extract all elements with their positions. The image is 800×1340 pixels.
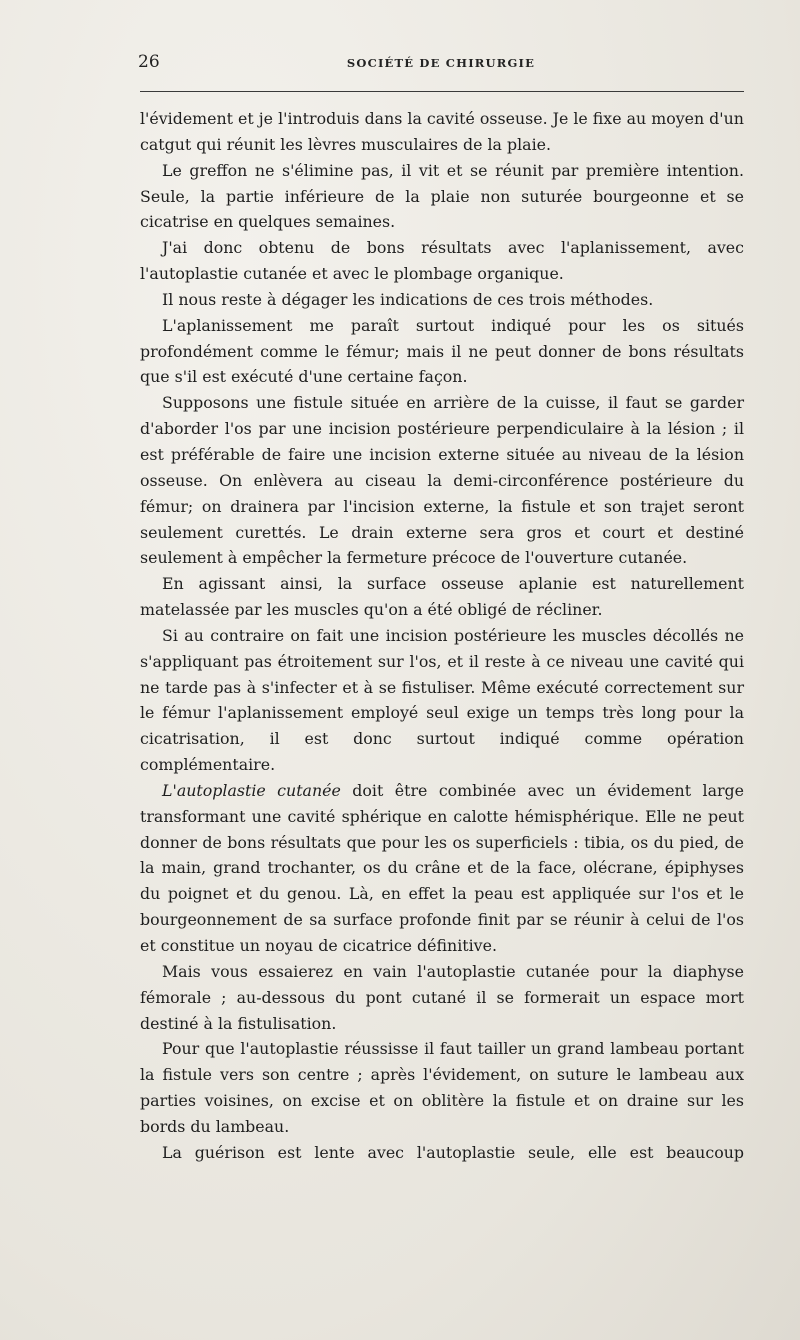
paragraph: La guérison est lente avec l'autoplastie seule, elle est beaucoup	[162, 1142, 744, 1162]
paragraph: Il nous reste à dégager les indications de ces trois méthodes.	[162, 289, 654, 309]
paragraph: En agissant ainsi, la surface osseuse aplanie est naturellement matelassée par les muscles qu'on a été obligé de récliner.	[140, 574, 744, 620]
paragraph: Pour que l'autoplastie réussisse il faut tailler un grand lambeau portant la fistule vers son centre ; après l'évidement, on suture le lambeau aux parties voisines, on excise et on oblitère la fistule et on draine sur les bords du lambeau.	[140, 1039, 744, 1136]
paragraph: Le greffon ne s'élimine pas, il vit et se réunit par première intention. Seule, la partie inférieure de la plaie non suturée bourgeonne et se cicatrise en quelques semaines.	[140, 160, 744, 232]
paragraph: l'évidement et je l'introduis dans la cavité osseuse. Je le fixe au moyen d'un catgut qui réunit les lèvres musculaires de la plaie.	[140, 109, 744, 154]
header-rule	[140, 91, 744, 92]
paragraph: Si au contraire on fait une incision postérieure les muscles décollés ne s'appliquant pas étroitement sur l'os, et il reste à ce niveau une cavité qui ne tarde pas à s'infecter et à se fistuliser. Même exécuté correctement sur le fémur l'aplanissement employé seul exige un temps très long pour la cicatrisation, il est donc surtout indiqué comme opération complémentaire.	[140, 625, 744, 775]
paragraph: J'ai donc obtenu de bons résultats avec l'aplanissement, avec l'autoplastie cutanée et avec le plombage organique.	[140, 238, 744, 284]
paragraph: L'autoplastie cutanée doit être combinée avec un évidement large transformant une cavité sphérique en calotte hémisphérique. Elle ne peut donner de bons résultats que pour les os superficiels : tibia, os du pied, de la main, grand trochanter, os du crâne et de la face, olécrane, épiphyses du poignet et du genou. Là, en effet la peau est appliquée sur l'os et le bourgeonnement de sa surface profonde finit par se réunir à celui de l'os et constitue un noyau de cicatrice définitive.	[140, 780, 744, 955]
paragraph: L'aplanissement me paraît surtout indiqué pour les os situés profondément comme le fémur; mais il ne peut donner de bons résultats que s'il est exécuté d'une certaine façon.	[140, 315, 744, 387]
body-text	[140, 106, 744, 1166]
page-number: 26	[138, 52, 160, 72]
italic-lead: L'autoplastie cutanée	[162, 780, 341, 800]
journal-title: SOCIÉTÉ DE CHIRURGIE	[346, 56, 536, 70]
paragraph: Supposons une fistule située en arrière de la cuisse, il faut se garder d'aborder l'os par une incision postérieure perpendiculaire à la lésion ; il est préférable de faire une incision externe située au niveau de la lésion osseuse. On enlèvera au ciseau la demi-circonférence postérieure du fémur; on drainera par l'incision externe, la fistule et son trajet seront seulement curettés. Le drain externe sera gros et court et destiné seulement à empêcher la fermeture précoce de l'ouverture cutanée.	[140, 393, 744, 568]
running-head	[138, 50, 744, 80]
paragraph: Mais vous essaierez en vain l'autoplastie cutanée pour la diaphyse fémorale ; au-dessous du pont cutané il se formerait un espace mort destiné à la fistulisation.	[140, 961, 744, 1033]
